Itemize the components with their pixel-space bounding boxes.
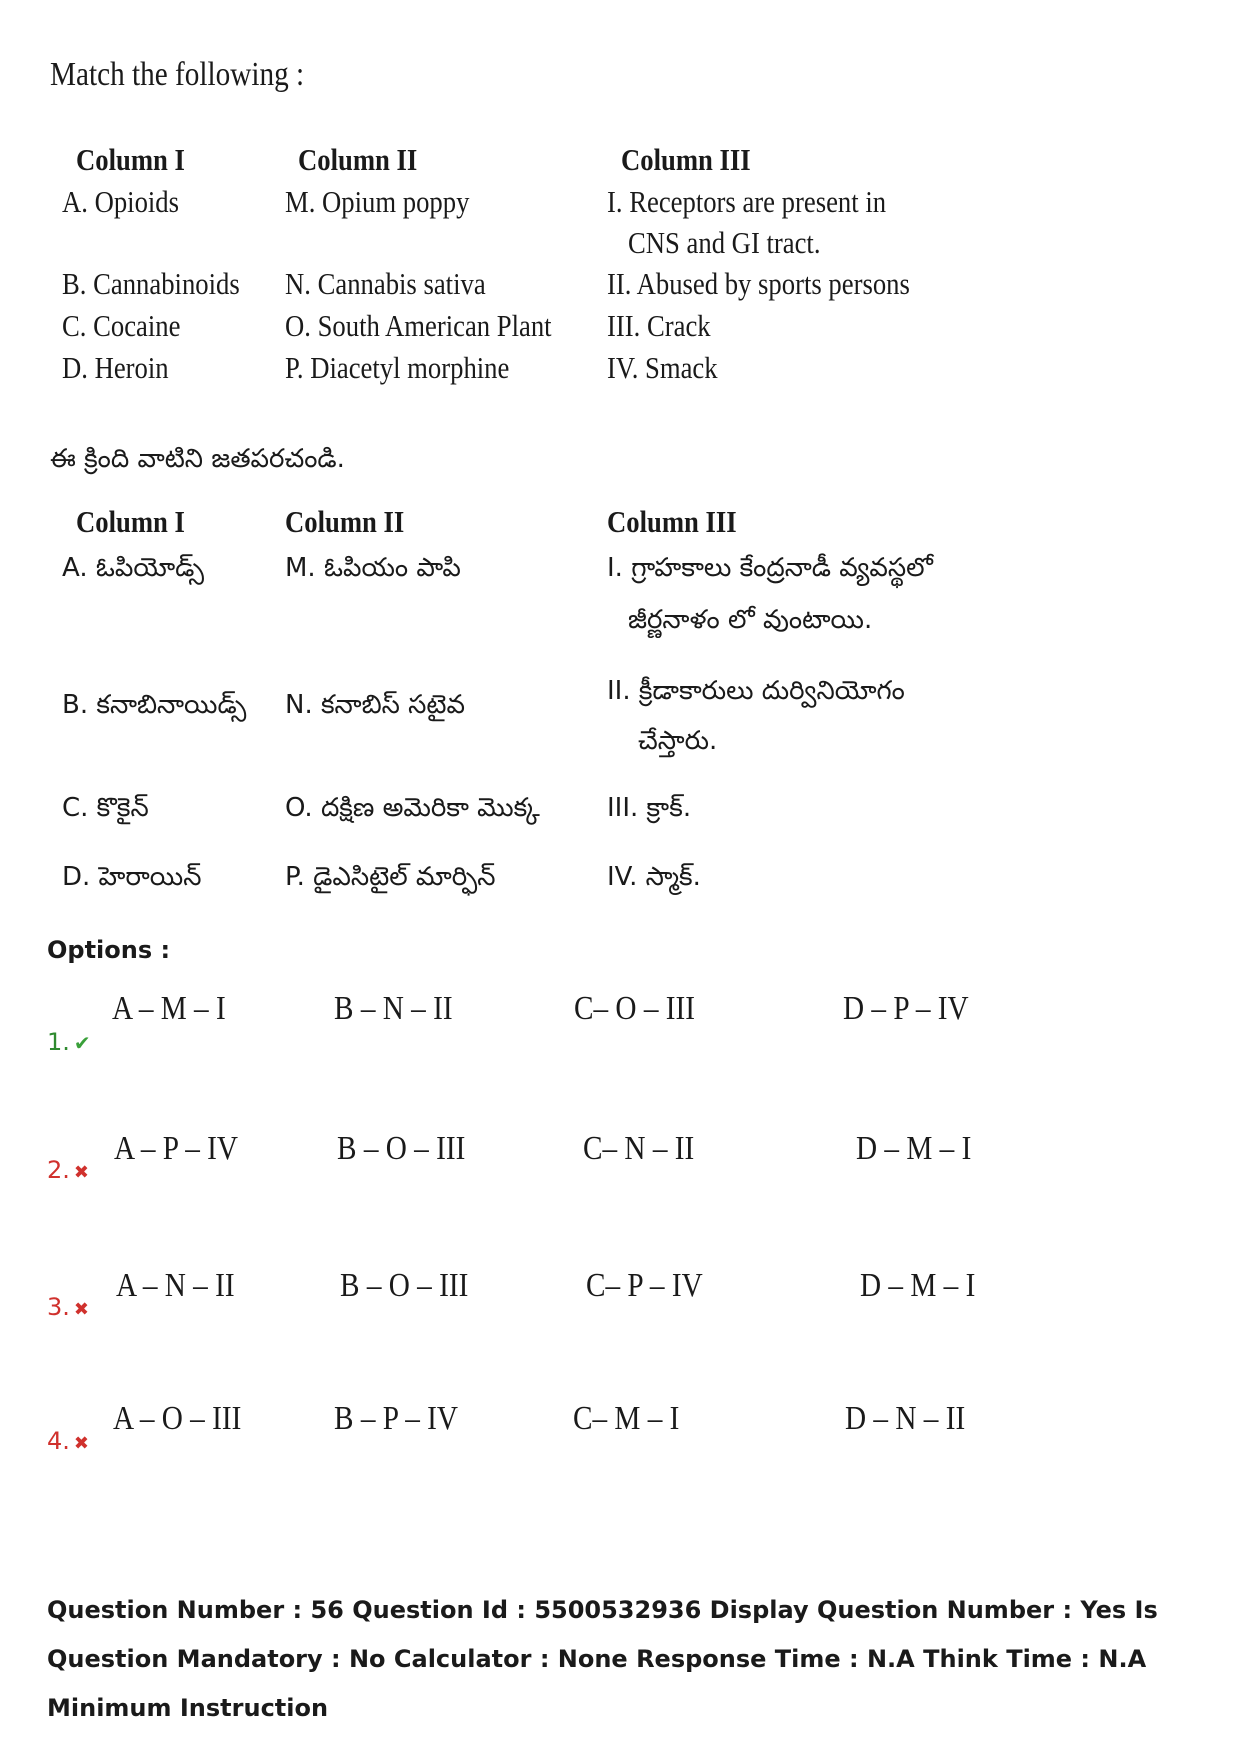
column-header-3: Column III	[621, 142, 751, 177]
option-1-pair-4: D – P – IV	[843, 990, 969, 1027]
option-4-pair-2: B – P – IV	[334, 1400, 459, 1437]
en-row-b-col1: B. Cannabinoids	[62, 266, 240, 301]
te-row-a-col3-cont: జీర్ణనాళం లో వుంటాయి.	[628, 605, 873, 635]
option-number: 3.	[47, 1293, 70, 1321]
te-row-d-col2: P. డైఎసిటైల్ మార్ఫిన్	[285, 862, 496, 892]
en-row-a-col3: I. Receptors are present in	[607, 184, 887, 219]
en-row-c-col3: III. Crack	[607, 308, 711, 343]
option-3-pair-1: A – N – II	[116, 1267, 235, 1304]
option-2-number[interactable]	[47, 1156, 89, 1184]
option-number: 1.	[47, 1028, 70, 1056]
te-row-a-col2: M. ఓపియం పాపి	[285, 553, 461, 583]
option-4-pair-4: D – N – II	[845, 1400, 966, 1437]
te-row-d-col1: D. హెరాయిన్	[62, 862, 202, 892]
option-number: 4.	[47, 1427, 70, 1455]
option-3-pair-2: B – O – III	[340, 1267, 469, 1304]
option-2-pair-2: B – O – III	[337, 1130, 466, 1167]
question-metadata: Question Number : 56 Question Id : 5500532936 Display Question Number : Yes Is Question Mandatory : No Calculator : None Response Time : N.A Think Time : N.A Minimum Instruction	[47, 1596, 1158, 1722]
option-1-pair-1: A – M – I	[112, 990, 226, 1027]
te-row-a-col3: I. గ్రాహకాలు కేంద్రనాడీ వ్యవస్థలో	[607, 553, 933, 583]
te-row-a-col1: A. ఓపియోడ్స్	[62, 553, 205, 583]
en-row-c-col1: C. Cocaine	[62, 308, 181, 343]
en-row-b-col3: II. Abused by sports persons	[607, 266, 910, 301]
en-row-d-col1: D. Heroin	[62, 350, 169, 385]
option-3-pair-4: D – M – I	[860, 1267, 976, 1304]
column-header-2: Column II	[298, 142, 418, 177]
option-1-number[interactable]	[47, 1028, 91, 1056]
te-row-c-col1: C. కొకైన్	[62, 793, 149, 823]
option-4-pair-1: A – O – III	[113, 1400, 242, 1437]
cross-icon: ✖	[73, 1433, 89, 1454]
option-2-pair-4: D – M – I	[856, 1130, 972, 1167]
te-row-b-col2: N. కనాబిస్ సటైవ	[285, 690, 465, 720]
option-2-pair-1: A – P – IV	[114, 1130, 239, 1167]
option-1-pair-2: B – N – II	[334, 990, 453, 1027]
te-row-b-col1: B. కనాబినాయిడ్స్	[62, 690, 247, 720]
en-row-c-col2: O. South American Plant	[285, 308, 552, 343]
cross-icon: ✖	[73, 1162, 89, 1183]
option-4-number[interactable]	[47, 1427, 89, 1455]
cross-icon: ✖	[73, 1299, 89, 1320]
question-heading-telugu: ఈ క్రింది వాటిని జతపరచండి.	[50, 444, 345, 474]
te-row-c-col3: III. క్రాక్.	[607, 793, 692, 823]
te-row-b-col3: II. క్రీడాకారులు దుర్వినియోగం	[607, 676, 905, 706]
en-row-a-col2: M. Opium poppy	[285, 184, 470, 219]
en-row-b-col2: N. Cannabis sativa	[285, 266, 486, 301]
check-icon: ✔	[73, 1031, 91, 1055]
te-column-header-3: Column III	[607, 504, 737, 539]
en-row-d-col3: IV. Smack	[607, 350, 718, 385]
en-row-a-col1: A. Opioids	[62, 184, 180, 219]
en-row-a-col3-cont: CNS and GI tract.	[628, 225, 821, 260]
te-row-d-col3: IV. స్మాక్.	[607, 862, 701, 892]
te-row-b-col3-cont: చేస్తారు.	[638, 726, 718, 756]
option-3-pair-3: C– P – IV	[586, 1267, 703, 1304]
options-label: Options :	[47, 936, 171, 964]
en-row-d-col2: P. Diacetyl morphine	[285, 350, 510, 385]
option-1-pair-3: C– O – III	[574, 990, 696, 1027]
te-row-c-col2: O. దక్షిణ అమెరికా మొక్క	[285, 793, 540, 823]
te-column-header-1: Column I	[76, 504, 185, 539]
option-3-number[interactable]	[47, 1293, 89, 1321]
option-number: 2.	[47, 1156, 70, 1184]
question-heading-english: Match the following :	[50, 56, 305, 93]
column-header-1: Column I	[76, 142, 185, 177]
option-4-pair-3: C– M – I	[573, 1400, 680, 1437]
option-2-pair-3: C– N – II	[583, 1130, 695, 1167]
te-column-header-2: Column II	[285, 504, 405, 539]
